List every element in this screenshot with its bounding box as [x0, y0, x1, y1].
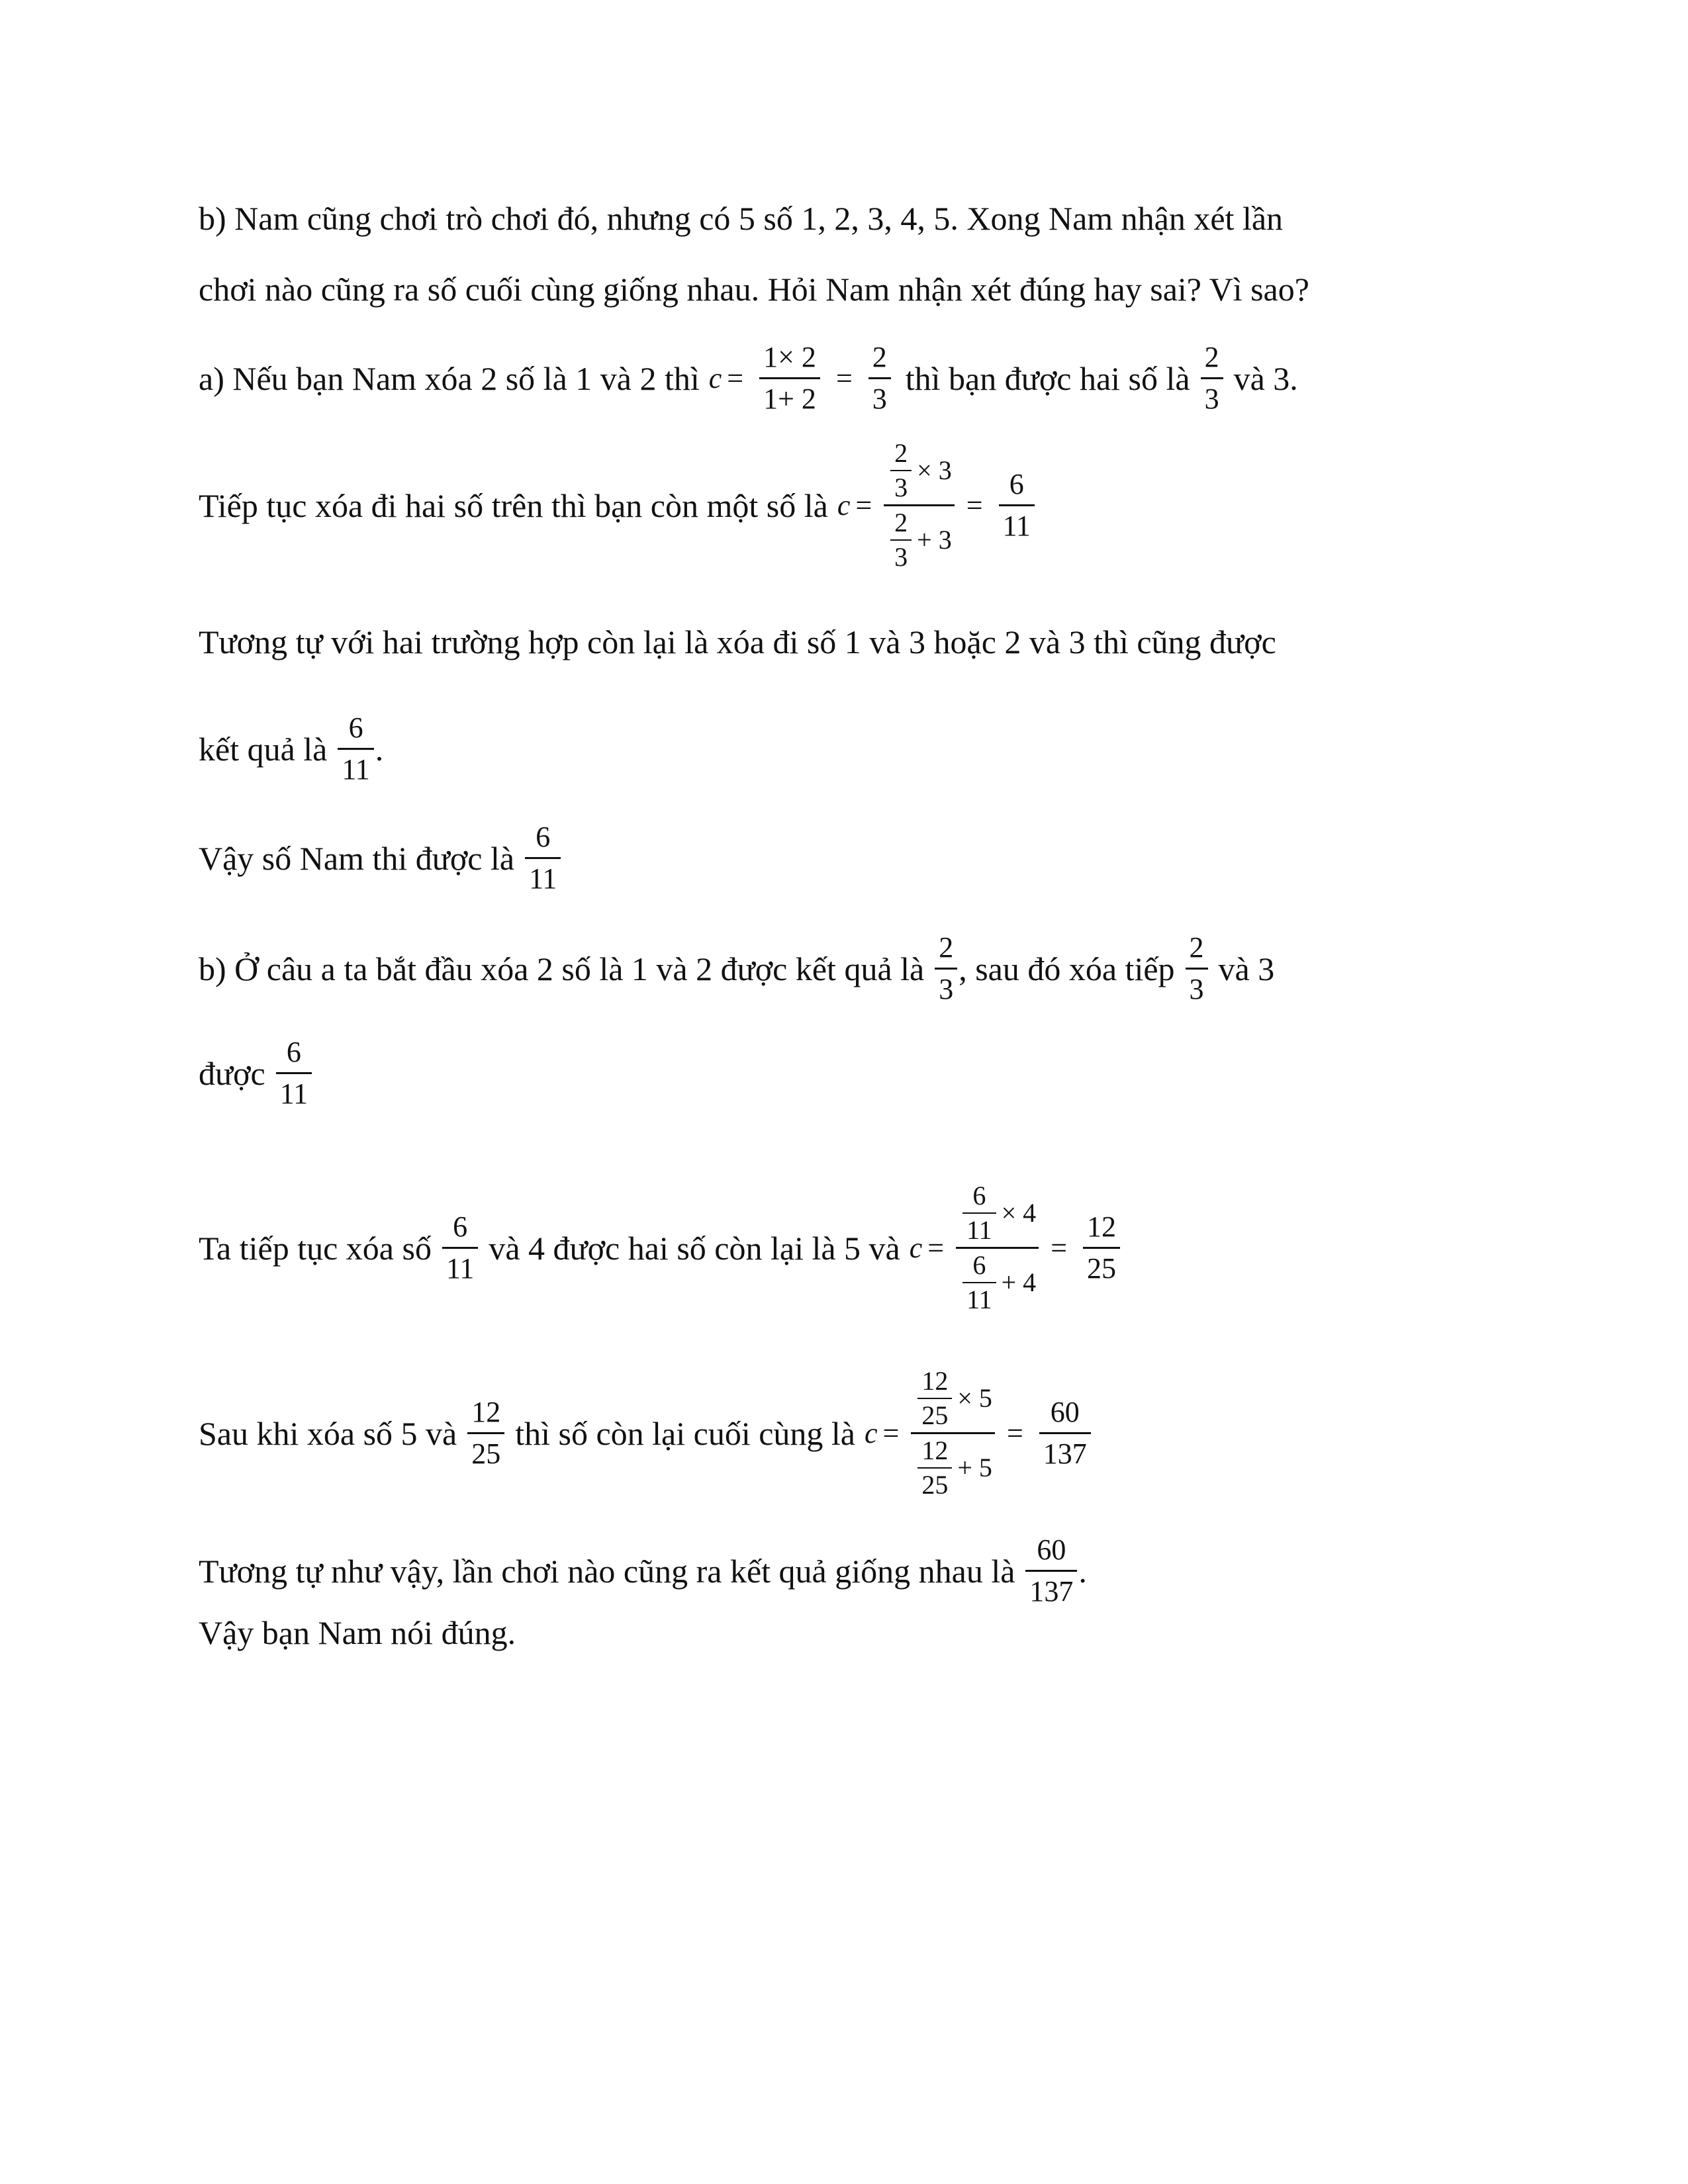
- denominator: 137: [1025, 1570, 1077, 1612]
- compound-fraction: [884, 437, 955, 574]
- equals-sign: =: [855, 488, 872, 522]
- fraction: [1186, 928, 1208, 1009]
- text: chơi nào cũng ra số cuối cùng giống nhau. Hỏi Nam nhận xét đúng hay sai? Vì sao?: [199, 271, 1309, 308]
- equals-sign: =: [1051, 1231, 1068, 1264]
- operation: × 4: [1001, 1198, 1037, 1228]
- compound-denominator: [911, 1432, 995, 1502]
- compound-denominator: [956, 1247, 1039, 1316]
- paragraph-question-b-line2: [199, 269, 1309, 309]
- solution-b-line5: [199, 1530, 1087, 1612]
- denominator: 137: [1039, 1432, 1091, 1474]
- compound-numerator: [956, 1179, 1039, 1247]
- fraction: [935, 928, 957, 1009]
- operation: × 3: [917, 455, 952, 485]
- fraction: [868, 338, 891, 419]
- solution-b-line3: [199, 1179, 1131, 1316]
- denominator: 11: [962, 1282, 996, 1316]
- variable-c: c: [865, 1416, 878, 1449]
- numerator: 2: [1204, 341, 1219, 373]
- numerator: 6: [348, 711, 363, 744]
- denominator: 11: [999, 504, 1035, 546]
- text: Vậy bạn Nam nói đúng.: [199, 1614, 516, 1651]
- compound-numerator: [884, 437, 955, 504]
- text: Vậy số Nam thi được là: [199, 839, 515, 877]
- denominator: 25: [917, 1398, 952, 1432]
- compound-fraction: [911, 1365, 995, 1502]
- compound-denominator: [884, 504, 955, 574]
- text: thì số còn lại cuối cùng là: [515, 1414, 856, 1452]
- solution-a-conclusion: [199, 817, 571, 899]
- numerator: 60: [1037, 1533, 1066, 1566]
- solution-b-conclusion: [199, 1613, 516, 1653]
- text: .: [375, 730, 384, 768]
- solution-a-line4: [199, 708, 383, 790]
- text: Ta tiếp tục xóa số: [199, 1229, 432, 1267]
- fraction: [917, 1434, 952, 1502]
- text: Tương tự như vậy, lần chơi nào cũng ra kết quả giống nhau là: [199, 1552, 1015, 1590]
- operation: × 5: [957, 1383, 992, 1413]
- equals-sign: =: [966, 488, 983, 522]
- text: .: [1078, 1552, 1087, 1590]
- numerator: 2: [894, 508, 908, 537]
- text: , sau đó xóa tiếp: [959, 950, 1175, 987]
- denominator: 11: [338, 748, 373, 790]
- numerator: 2: [894, 438, 908, 468]
- fraction: [962, 1249, 996, 1316]
- denominator: 3: [935, 968, 957, 1009]
- text: và 3.: [1233, 359, 1298, 397]
- denominator: 11: [525, 857, 561, 899]
- solution-b-line2: [199, 1032, 322, 1114]
- numerator: 6: [286, 1036, 301, 1068]
- text: Tiếp tục xóa đi hai số trên thì bạn còn một số là: [199, 486, 828, 524]
- denominator: 3: [890, 539, 912, 574]
- fraction: [338, 708, 373, 790]
- solution-a-line3: [199, 622, 1276, 662]
- numerator: 6: [453, 1210, 468, 1243]
- numerator: 2: [939, 931, 954, 964]
- numerator: 6: [972, 1181, 986, 1210]
- fraction: [962, 1179, 996, 1247]
- fraction: [890, 437, 912, 504]
- fraction: [1083, 1207, 1120, 1289]
- numerator: 12: [471, 1396, 501, 1428]
- text: b) Nam cũng chơi trò chơi đó, nhưng có 5 số 1, 2, 3, 4, 5. Xong Nam nhận xét lần: [199, 200, 1284, 237]
- numerator: 12: [921, 1435, 949, 1465]
- fraction: [1201, 338, 1223, 419]
- solution-a-line1: [199, 338, 1298, 419]
- compound-fraction: [956, 1179, 1039, 1316]
- numerator: 12: [921, 1366, 949, 1396]
- denominator: 3: [1186, 968, 1208, 1009]
- variable-c: c: [909, 1231, 923, 1264]
- fraction: [276, 1032, 312, 1114]
- fraction: [999, 465, 1035, 546]
- solution-b-line4: [199, 1365, 1102, 1502]
- denominator: 25: [917, 1467, 952, 1502]
- numerator: 2: [872, 341, 887, 373]
- denominator: 25: [1083, 1247, 1120, 1289]
- equals-sign: =: [927, 1231, 945, 1264]
- denominator: 11: [442, 1247, 478, 1289]
- denominator: 3: [1201, 377, 1223, 419]
- fraction: [917, 1365, 952, 1432]
- text: a) Nếu bạn Nam xóa 2 số là 1 và 2 thì: [199, 359, 700, 397]
- numerator: 6: [536, 821, 551, 853]
- numerator: 6: [972, 1250, 986, 1280]
- equals-sign: =: [727, 361, 744, 394]
- variable-c: c: [708, 361, 722, 394]
- numerator: 2: [1189, 931, 1204, 964]
- text: và 4 được hai số còn lại là 5 và: [489, 1229, 900, 1267]
- denominator: 3: [890, 470, 912, 504]
- numerator: 60: [1050, 1396, 1080, 1428]
- equals-sign: =: [1006, 1416, 1023, 1449]
- paragraph-question-b-line1: [199, 199, 1283, 238]
- numerator: 12: [1087, 1210, 1117, 1243]
- fraction: [759, 338, 820, 419]
- text: Sau khi xóa số 5 và: [199, 1414, 457, 1452]
- fraction: [1039, 1392, 1091, 1474]
- text: thì bạn được hai số là: [905, 359, 1190, 397]
- operation: + 3: [917, 525, 952, 555]
- variable-c: c: [837, 488, 851, 522]
- fraction: [467, 1392, 504, 1474]
- fraction: [1025, 1530, 1077, 1612]
- compound-numerator: [911, 1365, 995, 1432]
- denominator: 11: [962, 1212, 996, 1247]
- denominator: 11: [276, 1072, 312, 1114]
- text: b) Ở câu a ta bắt đầu xóa 2 số là 1 và 2 được kết quả là: [199, 950, 925, 987]
- denominator: 25: [467, 1432, 504, 1474]
- equals-sign: =: [882, 1416, 900, 1449]
- numerator: 1× 2: [763, 341, 816, 373]
- denominator: 1+ 2: [759, 377, 820, 419]
- fraction: [442, 1207, 478, 1289]
- equals-sign: =: [835, 361, 853, 394]
- text: và 3: [1218, 950, 1275, 987]
- fraction: [525, 817, 561, 899]
- operation: + 5: [957, 1453, 992, 1482]
- numerator: 6: [1009, 468, 1024, 500]
- denominator: 3: [868, 377, 891, 419]
- text: kết quả là: [199, 730, 328, 768]
- solution-b-line1: [199, 928, 1274, 1009]
- text: được: [199, 1054, 265, 1092]
- solution-a-line2: [199, 437, 1045, 574]
- operation: + 4: [1001, 1267, 1037, 1297]
- text: Tương tự với hai trường hợp còn lại là xóa đi số 1 và 3 hoặc 2 và 3 thì cũng được: [199, 623, 1276, 660]
- fraction: [890, 506, 912, 574]
